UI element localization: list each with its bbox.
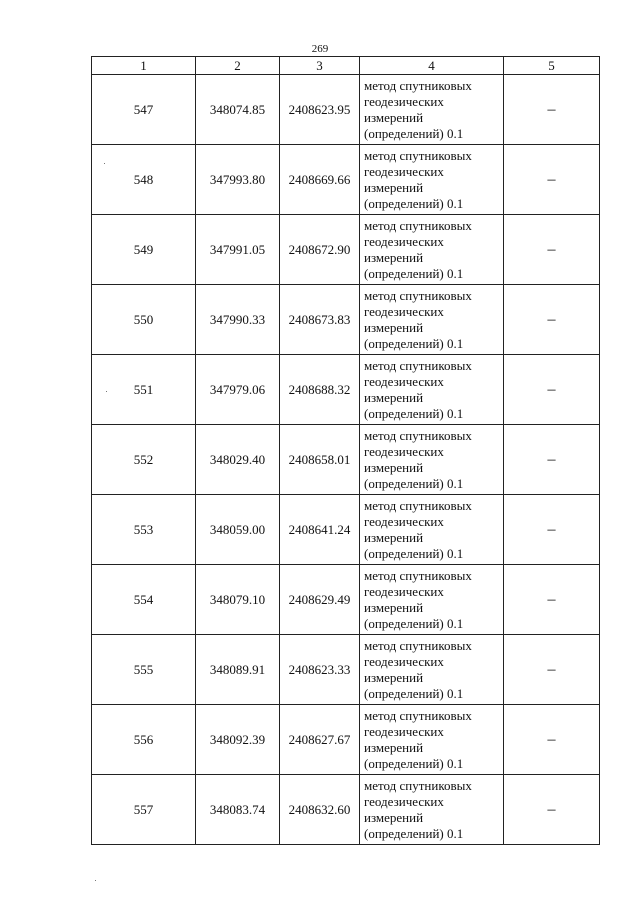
- method-line: метод спутниковых: [364, 77, 472, 93]
- point-number-cell: 552: [92, 425, 196, 495]
- method-line: измерений: [364, 319, 424, 335]
- method-line: измерений: [364, 739, 424, 755]
- table-row: [92, 425, 600, 495]
- method-line: измерений: [364, 389, 424, 405]
- method-line: (определений) 0.1: [364, 545, 464, 561]
- method-line: измерений: [364, 669, 424, 685]
- table-row: [92, 565, 600, 635]
- method-line: метод спутниковых: [364, 217, 472, 233]
- method-line: метод спутниковых: [364, 567, 472, 583]
- method-line: измерений: [364, 809, 424, 825]
- column5-cell: –: [504, 705, 600, 775]
- column-header-5: 5: [504, 57, 600, 75]
- y-coordinate-cell: 2408672.90: [280, 215, 360, 285]
- y-coordinate-cell: 2408627.67: [280, 705, 360, 775]
- table-row: [92, 635, 600, 705]
- method-line: метод спутниковых: [364, 287, 472, 303]
- table-row: [92, 775, 600, 845]
- method-line: измерений: [364, 179, 424, 195]
- y-coordinate-cell: 2408632.60: [280, 775, 360, 845]
- method-line: (определений) 0.1: [364, 125, 464, 141]
- x-coordinate-cell: 347993.80: [196, 145, 280, 215]
- point-number-cell: 553: [92, 495, 196, 565]
- method-cell: [360, 565, 504, 635]
- table-row: [92, 145, 600, 215]
- column5-cell: –: [504, 565, 600, 635]
- point-number-cell: 550: [92, 285, 196, 355]
- method-cell: [360, 145, 504, 215]
- x-coordinate-cell: 347991.05: [196, 215, 280, 285]
- method-line: (определений) 0.1: [364, 335, 464, 351]
- y-coordinate-cell: 2408658.01: [280, 425, 360, 495]
- method-line: метод спутниковых: [364, 357, 472, 373]
- column5-cell: –: [504, 355, 600, 425]
- column5-cell: –: [504, 215, 600, 285]
- column-header-4: 4: [360, 57, 504, 75]
- method-line: (определений) 0.1: [364, 265, 464, 281]
- method-line: геодезических: [364, 93, 444, 109]
- scan-speck: [106, 391, 107, 392]
- table-row: [92, 705, 600, 775]
- table-row: [92, 285, 600, 355]
- x-coordinate-cell: 348029.40: [196, 425, 280, 495]
- method-line: метод спутниковых: [364, 777, 472, 793]
- y-coordinate-cell: 2408629.49: [280, 565, 360, 635]
- method-line: геодезических: [364, 443, 444, 459]
- method-line: (определений) 0.1: [364, 615, 464, 631]
- method-line: геодезических: [364, 303, 444, 319]
- method-line: (определений) 0.1: [364, 475, 464, 491]
- method-line: метод спутниковых: [364, 147, 472, 163]
- method-cell: [360, 425, 504, 495]
- method-line: геодезических: [364, 793, 444, 809]
- table-row: [92, 215, 600, 285]
- x-coordinate-cell: 348092.39: [196, 705, 280, 775]
- column5-cell: –: [504, 75, 600, 145]
- x-coordinate-cell: 347990.33: [196, 285, 280, 355]
- column5-cell: –: [504, 775, 600, 845]
- method-line: (определений) 0.1: [364, 405, 464, 421]
- method-line: геодезических: [364, 373, 444, 389]
- point-number-cell: 547: [92, 75, 196, 145]
- point-number-cell: 556: [92, 705, 196, 775]
- point-number-cell: 551: [92, 355, 196, 425]
- column-header-1: 1: [92, 57, 196, 75]
- column5-cell: –: [504, 425, 600, 495]
- method-line: измерений: [364, 459, 424, 475]
- y-coordinate-cell: 2408669.66: [280, 145, 360, 215]
- method-line: (определений) 0.1: [364, 195, 464, 211]
- method-line: (определений) 0.1: [364, 685, 464, 701]
- method-cell: [360, 775, 504, 845]
- column5-cell: –: [504, 495, 600, 565]
- method-line: измерений: [364, 109, 424, 125]
- method-cell: [360, 215, 504, 285]
- y-coordinate-cell: 2408641.24: [280, 495, 360, 565]
- method-line: геодезических: [364, 583, 444, 599]
- point-number-cell: 555: [92, 635, 196, 705]
- x-coordinate-cell: 347979.06: [196, 355, 280, 425]
- scan-speck: [95, 880, 96, 881]
- table-row: [92, 355, 600, 425]
- method-line: измерений: [364, 249, 424, 265]
- point-number-cell: 549: [92, 215, 196, 285]
- column5-cell: –: [504, 285, 600, 355]
- method-line: измерений: [364, 529, 424, 545]
- y-coordinate-cell: 2408623.33: [280, 635, 360, 705]
- column-header-3: 3: [280, 57, 360, 75]
- method-line: геодезических: [364, 163, 444, 179]
- x-coordinate-cell: 348079.10: [196, 565, 280, 635]
- y-coordinate-cell: 2408673.83: [280, 285, 360, 355]
- point-number-cell: 548: [92, 145, 196, 215]
- method-cell: [360, 705, 504, 775]
- method-line: геодезических: [364, 513, 444, 529]
- method-line: (определений) 0.1: [364, 755, 464, 771]
- method-line: метод спутниковых: [364, 707, 472, 723]
- method-line: (определений) 0.1: [364, 825, 464, 841]
- scan-speck: [104, 163, 105, 164]
- method-line: метод спутниковых: [364, 427, 472, 443]
- table-row: [92, 495, 600, 565]
- table-body: [92, 75, 600, 845]
- x-coordinate-cell: 348083.74: [196, 775, 280, 845]
- method-cell: [360, 355, 504, 425]
- method-cell: [360, 285, 504, 355]
- y-coordinate-cell: 2408623.95: [280, 75, 360, 145]
- x-coordinate-cell: 348089.91: [196, 635, 280, 705]
- method-line: геодезических: [364, 653, 444, 669]
- method-line: метод спутниковых: [364, 637, 472, 653]
- point-number-cell: 554: [92, 565, 196, 635]
- method-cell: [360, 495, 504, 565]
- column-header-2: 2: [196, 57, 280, 75]
- coordinates-table: [91, 56, 600, 845]
- method-cell: [360, 75, 504, 145]
- method-cell: [360, 635, 504, 705]
- y-coordinate-cell: 2408688.32: [280, 355, 360, 425]
- x-coordinate-cell: 348074.85: [196, 75, 280, 145]
- column5-cell: –: [504, 635, 600, 705]
- method-line: геодезических: [364, 723, 444, 739]
- page-number: 269: [311, 43, 329, 55]
- method-line: метод спутниковых: [364, 497, 472, 513]
- method-line: геодезических: [364, 233, 444, 249]
- column5-cell: –: [504, 145, 600, 215]
- table-header-row: [92, 57, 600, 75]
- x-coordinate-cell: 348059.00: [196, 495, 280, 565]
- table-row: [92, 75, 600, 145]
- point-number-cell: 557: [92, 775, 196, 845]
- method-line: измерений: [364, 599, 424, 615]
